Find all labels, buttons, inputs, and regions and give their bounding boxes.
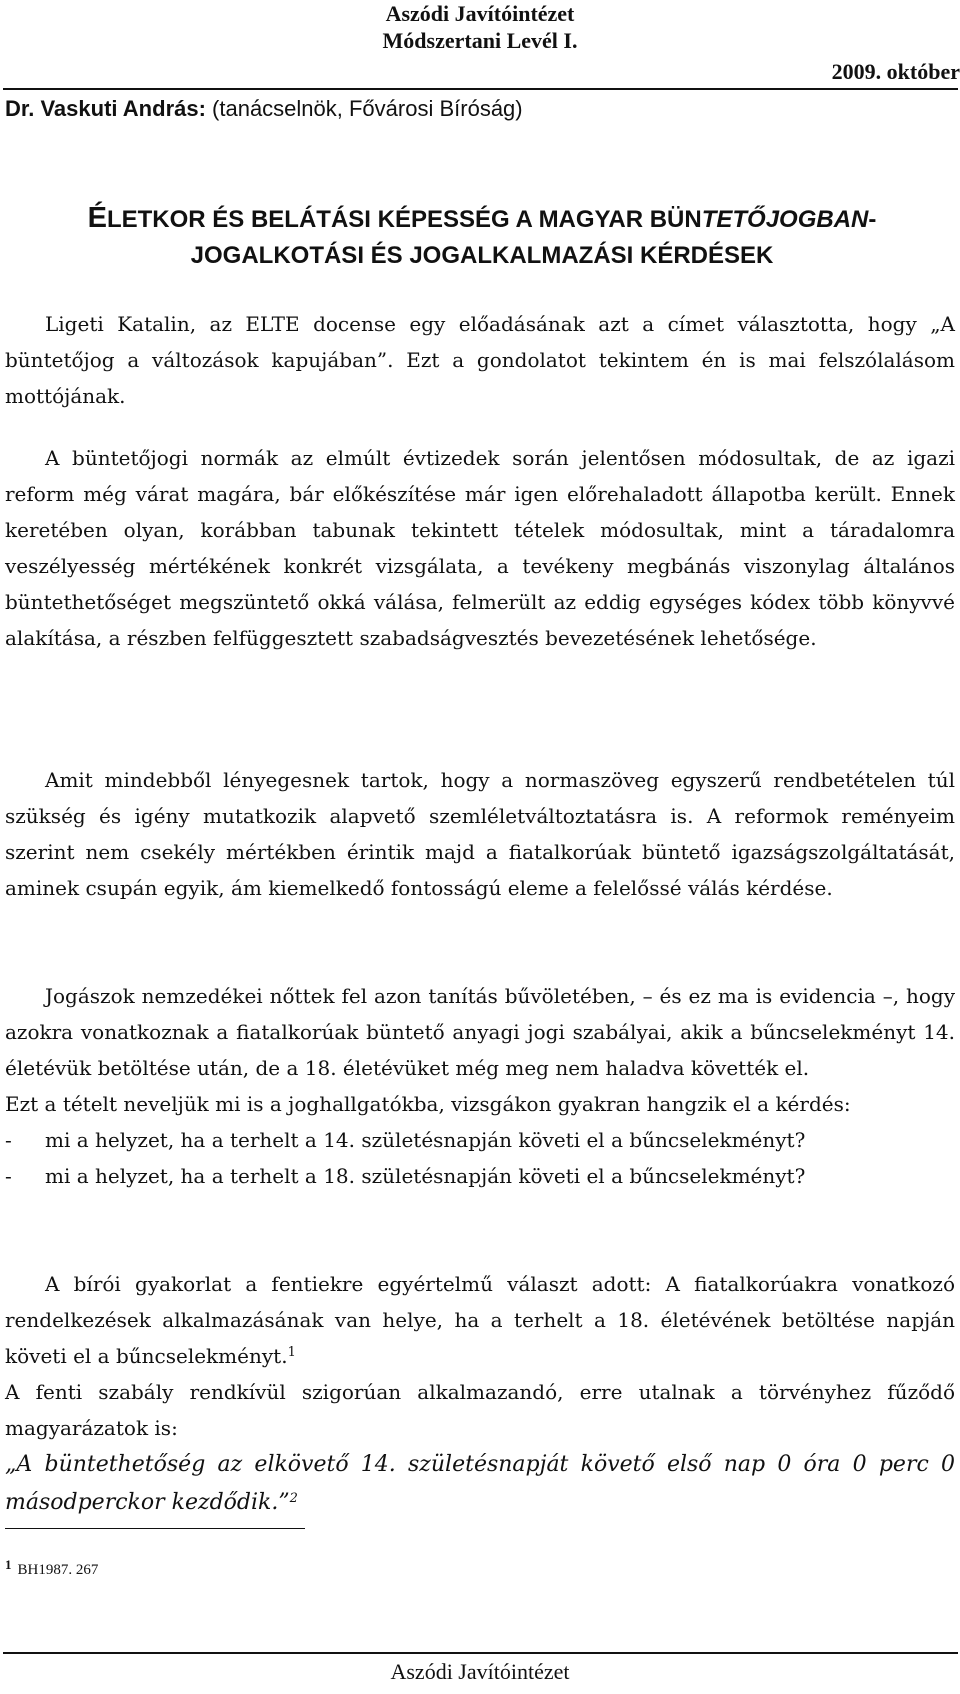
paragraph-4: Jogászok nemzedékei nőttek fel azon tanítás bűvöletében, – és ez ma is evidencia –, hogy azokra vonatkoznak a fiatalkorúak büntető anyagi jogi szabályai, akik a bűncselekményt 14. életévük betöltése után, de a 18. életévüket még meg nem haladva követték el.	[5, 984, 955, 1080]
paragraph-6	[5, 1266, 955, 1374]
quote-text: „A büntethetőség az elkövető 14. születésnapját követő első nap 0 óra 0 perc 0 másodperckor kezdődik.”	[5, 1452, 955, 1515]
footer-divider	[3, 1652, 958, 1654]
author-role: (tanácselnök, Fővárosi Bíróság)	[205, 96, 523, 121]
footnote-ref-2: 2	[289, 1491, 298, 1506]
footnote-text: BH1987. 267	[17, 1562, 99, 1578]
title-first-letter: É	[87, 202, 107, 234]
paragraph-2: A büntetőjogi normák az elmúlt évtizedek során jelentősen módosultak, de az igazi reform még várat magára, bár előkészítése már igen előrehaladott állapotba került. Ennek keretében olyan, korábban tabunak tekintett tételek módosultak, mint a táradalomra veszélyesség mértékének konkrét vizsgálata, a tevékeny megbánás viszonylag általános büntethetőséget megszüntető okká válása, felmerült az eddig egységes kódex több könyvvé alakítása, a részben felfüggesztett szabadságvesztés bevezetésének lehetősége.	[5, 446, 955, 650]
title-line-1-text: LETKOR ÉS BELÁTÁSI KÉPESSÉG A MAGYAR BÜN	[106, 206, 702, 233]
body-section-1	[5, 306, 955, 414]
title-line-1	[22, 200, 942, 238]
list-item	[5, 1158, 955, 1194]
list-item-text: mi a helyzet, ha a terhelt a 14. születésnapján követi el a bűncselekményt?	[45, 1128, 806, 1152]
list-item	[5, 1122, 955, 1158]
title-line-1-italic: TETŐJOGBAN	[701, 206, 869, 233]
document-title	[22, 200, 942, 274]
author-name: Dr. Vaskuti András:	[5, 96, 206, 121]
page-footer: Aszódi Javítóintézet	[390, 1659, 570, 1684]
body-section-2	[5, 440, 955, 656]
header-divider	[3, 88, 958, 90]
body-section-5	[5, 1266, 955, 1522]
list-item-text: mi a helyzet, ha a terhelt a 18. születésnapján követi el a bűncselekményt?	[45, 1164, 806, 1188]
paragraph-7: A fenti szabály rendkívül szigorúan alkalmazandó, erre utalnak a törvényhez fűződő magyarázatok is:	[5, 1380, 955, 1440]
list-dash: -	[5, 1128, 12, 1152]
quote-paragraph	[5, 1446, 955, 1522]
body-section-4	[5, 978, 955, 1194]
footnote-divider	[5, 1528, 305, 1529]
author-line	[5, 96, 523, 122]
header-letter-title: Módszertani Levél I.	[382, 28, 578, 53]
header-institution: Aszódi Javítóintézet	[385, 1, 575, 26]
paragraph-5: Ezt a tételt neveljük mi is a joghallgatókba, vizsgákon gyakran hangzik el a kérdés:	[5, 1092, 851, 1116]
footnote-ref-1: 1	[287, 1345, 296, 1360]
paragraph-6-text: A bírói gyakorlat a fentiekre egyértelmű választ adott: A fiatalkorúakra vonatkozó rendelkezések alkalmazásának van helye, ha a terhelt a 18. életévének betöltése napján követi el a bűncselekményt.	[5, 1272, 955, 1368]
title-line-1-end: -	[868, 206, 877, 233]
header-date: 2009. október	[831, 59, 960, 84]
title-line-2: JOGALKOTÁSI ÉS JOGALKALMAZÁSI KÉRDÉSEK	[190, 242, 774, 269]
paragraph-1: Ligeti Katalin, az ELTE docense egy előadásának azt a címet választotta, hogy „A büntetőjog a változások kapujában”. Ezt a gondolatot tekintem én is mai felszólalásom mottójának.	[5, 312, 955, 408]
list-dash: -	[5, 1164, 12, 1188]
body-section-3	[5, 762, 955, 906]
footnote	[5, 1556, 98, 1579]
footnote-number: 1	[5, 1557, 12, 1572]
paragraph-3: Amit mindebből lényegesnek tartok, hogy a normaszöveg egyszerű rendbetételen túl szükség és igény mutatkozik alapvető szemléletváltoztatásra is. A reformok reményeim szerint nem csekély mértékben érintik majd a fiatalkorúak büntető igazságszolgáltatását, aminek csupán egyik, ám kiemelkedő fontosságú eleme a felelőssé válás kérdése.	[5, 768, 955, 900]
